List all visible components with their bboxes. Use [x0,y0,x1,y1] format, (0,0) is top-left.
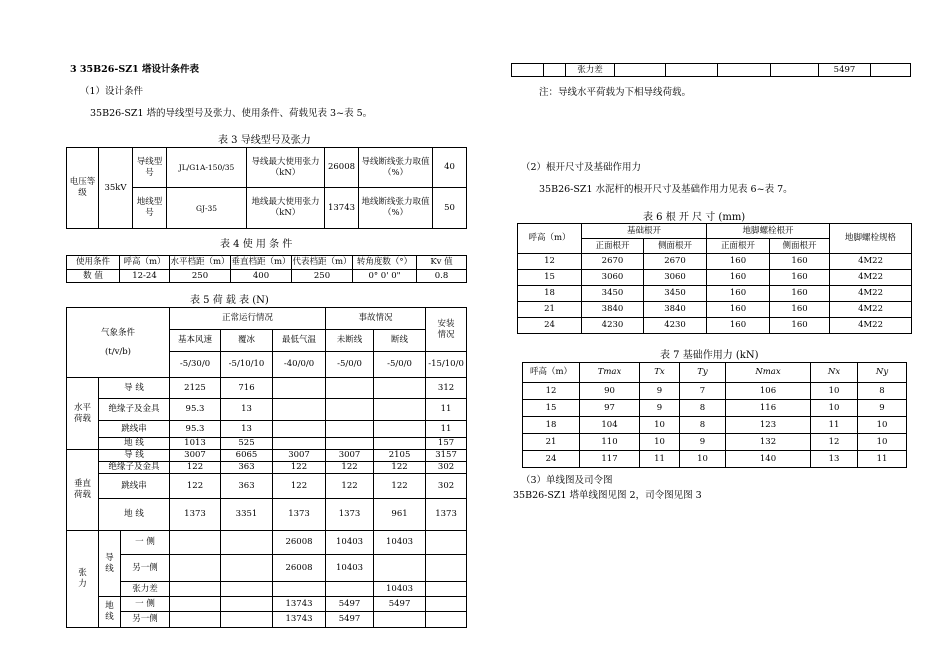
t7-cell: 10 [858,434,907,451]
max-tension-value: 13743 [325,188,359,229]
t7-cell: 116 [726,400,811,417]
t4-value: 12-24 [120,270,170,283]
break-tension-value: 50 [433,188,467,229]
subsection-root-opening: （2）根开尺寸及基础作用力 [521,162,642,173]
load-value: 11 [426,399,467,421]
load-value [326,378,374,399]
cond-value: -40/0/0 [273,352,326,378]
tension-label: 张力 [67,531,99,628]
col-basic-wind: 基本风速 [170,330,221,352]
max-tension-label: 地线最大使用张力（kN） [247,188,325,229]
t4-header: 垂直档距（m） [231,256,292,270]
t6-subheader: 正面根开 [707,239,770,254]
tension-item: 另一侧 [121,555,170,582]
load-value: 3157 [426,450,467,462]
t4-header: Kv 值 [417,256,467,270]
tension-value: 10403 [326,531,374,555]
tension-value: 10403 [326,555,374,582]
t7-cell: 90 [580,383,640,400]
t7-cell: 10 [811,400,858,417]
t4-header: 转角度数（°） [353,256,417,270]
load-value: 2105 [374,450,426,462]
t7-header: Ny [858,363,907,383]
t7-cell: 10 [811,383,858,400]
t7-cell: 140 [726,451,811,468]
t7-cell: 13 [811,451,858,468]
t4-header: 呼高（m） [120,256,170,270]
t6-cell: 4M22 [830,286,912,302]
load-value: 363 [221,462,273,474]
t6-cell: 4M22 [830,270,912,286]
type-label: 导线型号 [133,148,167,188]
tension-value [221,582,273,597]
tension-value [221,555,273,582]
cont-row-value: 5497 [819,64,871,77]
t7-cell: 15 [523,400,580,417]
t6-cell: 3840 [644,302,707,318]
empty-cell [512,64,544,77]
tension-item: 一 侧 [121,531,170,555]
load-value [374,378,426,399]
cond-value: -15/10/0 [426,352,467,378]
empty-cell [771,64,819,77]
t6-cell: 4M22 [830,254,912,270]
tension-value [426,555,467,582]
t6-cell: 3060 [582,270,644,286]
tension-value [426,597,467,612]
t6-cell: 3450 [582,286,644,302]
t6-cell: 160 [707,270,770,286]
tension-value: 5497 [374,597,426,612]
t4-value: 250 [170,270,231,283]
table4-usage-conditions [66,255,467,283]
t7-cell: 12 [811,434,858,451]
t7-cell: 11 [858,451,907,468]
load-value: 302 [426,462,467,474]
t6-cell: 4M22 [830,318,912,334]
t6-cell: 160 [770,286,830,302]
t7-cell: 110 [580,434,640,451]
t6-cell: 3060 [644,270,707,286]
load-item: 绝缘子及金具 [99,462,170,474]
break-tension-value: 40 [433,148,467,188]
t6-cell: 15 [518,270,582,286]
t6-cell: 160 [707,302,770,318]
tension-value [426,582,467,597]
load-value: 122 [374,462,426,474]
t7-cell: 7 [680,383,726,400]
t7-header: Nmax [726,363,811,383]
t6-cell: 2670 [644,254,707,270]
tension-value: 5497 [326,597,374,612]
load-value: 1373 [273,499,326,531]
voltage-label: 电压等级 [67,148,99,229]
t4-header: 水平档距（m） [170,256,231,270]
load-value: 95.3 [170,421,221,438]
empty-cell [718,64,771,77]
tension-value [170,582,221,597]
tension-value [326,582,374,597]
t6-cell: 4230 [582,318,644,334]
tension-value: 13743 [273,612,326,628]
table3-caption: 表 3 导线型号及张力 [218,135,311,146]
section-title: 3 35B26-SZ1 塔设计条件表 [70,64,200,75]
t7-cell: 10 [858,417,907,434]
t7-cell: 132 [726,434,811,451]
load-value: 1373 [426,499,467,531]
load-value: 122 [170,462,221,474]
t7-cell: 9 [640,383,680,400]
col-break: 断线 [374,330,426,352]
t6-height-header: 呼高（m） [518,224,582,254]
break-tension-label: 导线断线张力取值（%） [359,148,433,188]
load-value: 122 [273,474,326,499]
max-tension-label: 导线最大使用张力（kN） [247,148,325,188]
cond-value: -5/0/0 [374,352,426,378]
t6-cell: 4230 [644,318,707,334]
t4-value: 0.8 [417,270,467,283]
t6-subheader: 侧面根开 [644,239,707,254]
normal-operation-header: 正常运行情况 [170,308,326,330]
tension-value [273,582,326,597]
t6-cell: 160 [770,302,830,318]
intro-paragraph: 35B26-SZ1 塔的导线型号及张力、使用条件、荷载见表 3~表 5。 [90,108,373,119]
voltage-value: 35kV [99,148,133,229]
conductor-group-label: 导线 [99,531,121,597]
tension-value [426,531,467,555]
break-tension-label: 地线断线张力取值（%） [359,188,433,229]
col-ice: 覆冰 [221,330,273,352]
cond-value: -5/10/10 [221,352,273,378]
t6-cell: 160 [707,318,770,334]
accident-header: 事故情况 [326,308,426,330]
load-value: 122 [326,462,374,474]
tension-value [426,612,467,628]
load-value: 3007 [273,450,326,462]
load-value: 122 [170,474,221,499]
load-value: 11 [426,421,467,438]
tension-value [374,555,426,582]
tension-value: 26008 [273,555,326,582]
t7-header: Tmax [580,363,640,383]
t4-header: 使用条件 [67,256,120,270]
horizontal-load-label: 水平荷载 [67,378,99,450]
t7-header: Nx [811,363,858,383]
tension-value [221,612,273,628]
weather-label: 气象条件 [100,327,135,338]
cond-value: -5/30/0 [170,352,221,378]
t6-cell: 24 [518,318,582,334]
empty-cell [544,64,566,77]
load-value [273,378,326,399]
load-value: 312 [426,378,467,399]
t6-subheader: 正面根开 [582,239,644,254]
load-value [326,399,374,421]
cond-value: -5/0/0 [326,352,374,378]
t6-cell: 4M22 [830,302,912,318]
col-no-break: 未断线 [326,330,374,352]
t6-cell: 160 [770,254,830,270]
tension-item: 一 侧 [121,597,170,612]
weather-unit: (t/v/b) [104,346,132,357]
load-item: 绝缘子及金具 [99,399,170,421]
load-value: 3351 [221,499,273,531]
load-value [273,421,326,438]
t7-cell: 123 [726,417,811,434]
load-value: 525 [221,438,273,450]
table3-conductor-tension [66,147,467,229]
t4-value: 250 [292,270,353,283]
load-value: 2125 [170,378,221,399]
tension-item: 另一侧 [121,612,170,628]
intro2-paragraph: 35B26-SZ1 水泥杆的根开尺寸及基础作用力见表 6~表 7。 [539,184,793,195]
tension-value [221,597,273,612]
tension-value: 10403 [374,582,426,597]
table5-caption: 表 5 荷 载 表 (N) [190,295,269,306]
vertical-load-label: 垂直荷载 [67,450,99,531]
t6-base-header: 基础根开 [582,224,707,239]
install-header: 安装情况 [426,308,467,352]
t6-cell: 2670 [582,254,644,270]
weather-conditions-cell [67,308,170,378]
load-item: 地 线 [99,499,170,531]
t7-cell: 8 [680,400,726,417]
t4-value: 0° 0' 0" [353,270,417,283]
t7-header: 呼高（m） [523,363,580,383]
t7-cell: 24 [523,451,580,468]
tension-value [170,612,221,628]
tension-value: 5497 [326,612,374,628]
t7-cell: 12 [523,383,580,400]
table7-foundation-forces [522,362,907,468]
load-value: 157 [426,438,467,450]
t7-cell: 104 [580,417,640,434]
diagram-reference: 35B26-SZ1 塔单线图见图 2，司令图见图 3 [513,490,702,501]
load-item: 跳线串 [99,421,170,438]
empty-cell [615,64,666,77]
t7-cell: 9 [640,400,680,417]
t6-anchor-header: 地脚螺栓根开 [707,224,830,239]
load-value: 122 [273,462,326,474]
subsection-diagrams: （3）单线图及司令图 [521,475,613,486]
table7-caption: 表 7 基础作用力 (kN) [660,350,759,361]
t7-header: Ty [680,363,726,383]
empty-cell [666,64,718,77]
t7-cell: 9 [858,400,907,417]
t7-cell: 18 [523,417,580,434]
load-value [374,399,426,421]
t7-cell: 97 [580,400,640,417]
load-item: 导 线 [99,450,170,462]
table6-root-opening [517,223,912,334]
t6-cell: 3840 [582,302,644,318]
t7-header: Tx [640,363,680,383]
table6-caption: 表 6 根 开 尺 寸 (mm) [643,212,746,223]
t6-cell: 160 [770,270,830,286]
load-value: 363 [221,474,273,499]
type-label: 地线型号 [133,188,167,229]
t4-header: 代表档距（m） [292,256,353,270]
note-text: 注：导线水平荷载为下相导线荷载。 [539,87,692,98]
t7-cell: 10 [640,417,680,434]
load-value: 122 [326,474,374,499]
load-item: 跳线串 [99,474,170,499]
ground-wire-model: GJ-35 [167,188,247,229]
t7-cell: 11 [811,417,858,434]
t4-value: 数 值 [67,270,120,283]
tension-value: 26008 [273,531,326,555]
t6-subheader: 侧面根开 [770,239,830,254]
t4-value: 400 [231,270,292,283]
max-tension-value: 26008 [325,148,359,188]
load-value: 1373 [170,499,221,531]
t7-cell: 8 [858,383,907,400]
load-value: 961 [374,499,426,531]
t6-cell: 160 [707,254,770,270]
t7-cell: 9 [680,434,726,451]
conductor-model: JL/G1A-150/35 [167,148,247,188]
tension-item: 张力差 [121,582,170,597]
load-value: 302 [426,474,467,499]
t7-cell: 11 [640,451,680,468]
tension-value [374,612,426,628]
load-value: 13 [221,421,273,438]
t6-cell: 21 [518,302,582,318]
cont-row-item: 张力差 [566,64,615,77]
load-value [374,438,426,450]
col-min-temp: 最低气温 [273,330,326,352]
load-value: 13 [221,399,273,421]
load-value [374,421,426,438]
t7-cell: 21 [523,434,580,451]
load-value: 6065 [221,450,273,462]
t6-cell: 18 [518,286,582,302]
load-value: 3007 [326,450,374,462]
tension-value [170,531,221,555]
t7-cell: 10 [680,451,726,468]
table5-loads [66,307,467,628]
t7-cell: 10 [640,434,680,451]
load-value: 122 [374,474,426,499]
t6-cell: 160 [770,318,830,334]
t6-spec-header: 地脚螺栓规格 [830,224,912,254]
load-value: 1373 [326,499,374,531]
tension-value [221,531,273,555]
t7-cell: 106 [726,383,811,400]
t6-cell: 160 [707,286,770,302]
load-value: 3007 [170,450,221,462]
load-value [273,399,326,421]
t6-cell: 12 [518,254,582,270]
table4-caption: 表 4 使 用 条 件 [220,239,293,250]
tension-value [170,555,221,582]
tension-value: 10403 [374,531,426,555]
load-value: 95.3 [170,399,221,421]
tension-value [170,597,221,612]
ground-wire-group-label: 地线 [99,597,121,628]
load-item: 地 线 [99,438,170,450]
load-value [326,438,374,450]
tension-value: 13743 [273,597,326,612]
load-value [273,438,326,450]
subsection-design-conditions: （1）设计条件 [80,86,144,97]
load-value: 1013 [170,438,221,450]
t6-cell: 3450 [644,286,707,302]
load-value [326,421,374,438]
load-value: 716 [221,378,273,399]
t7-cell: 117 [580,451,640,468]
empty-cell [871,64,911,77]
load-item: 导 线 [99,378,170,399]
table5-continued-row [511,63,911,77]
t7-cell: 8 [680,417,726,434]
